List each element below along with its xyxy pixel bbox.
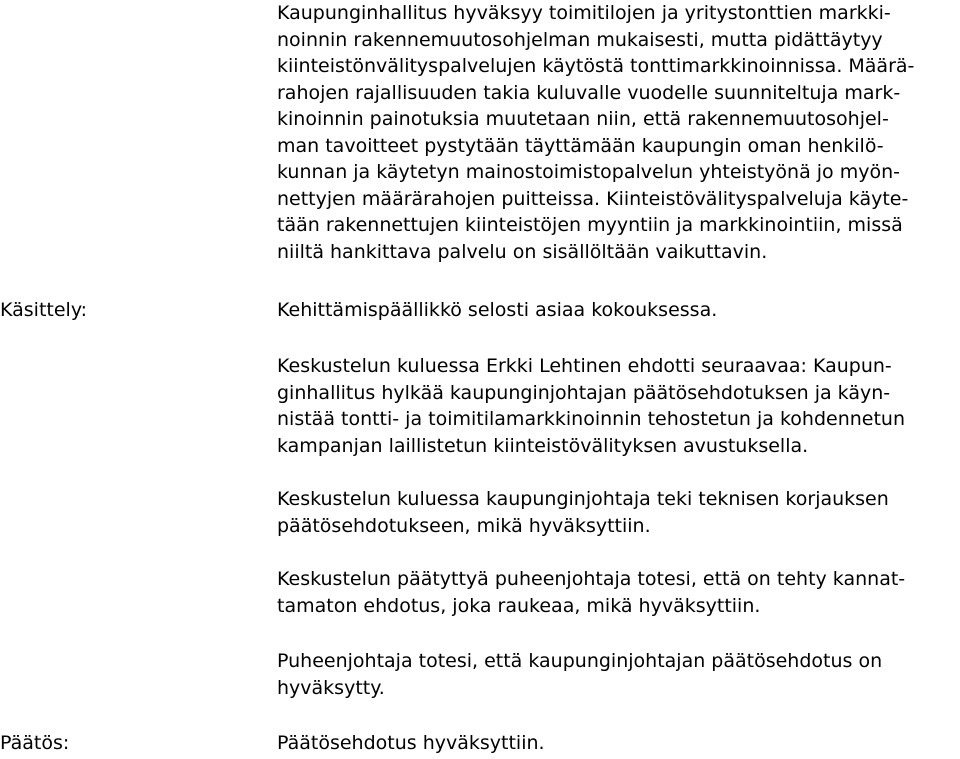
text-line: rahojen rajallisuuden takia kuluvalle vuodelle suunniteltuja mark- (277, 81, 901, 104)
text-line: ginhallitus hylkää kaupunginjohtajan päätösehdotuksen ja käyn- (277, 381, 891, 404)
text-line: nistää tontti- ja toimitilamarkkinoinnin tehostetun ja kohdennetun (277, 408, 906, 430)
intro-paragraph (277, 0, 960, 265)
text-line: nettyjen määrärahojen puitteissa. Kiinteistövälityspalveluja käyte- (277, 187, 909, 210)
paatos-label: Päätös: (0, 732, 70, 754)
text-line: Päätösehdotus hyväksyttiin. (277, 732, 545, 754)
text-line: kinoinnin painotuksia muutetaan niin, että rakennemuutosohjel- (277, 108, 889, 130)
paatos-text (277, 730, 960, 757)
text-line: Keskustelun päätyttyä puheenjohtaja totesi, että on tehty kannat- (277, 568, 906, 590)
text-line: Keskustelun kuluessa kaupunginjohtaja teki teknisen korjauksen (277, 488, 889, 510)
text-line: Keskustelun kuluessa Erkki Lehtinen ehdotti seuraavaa: Kaupun- (277, 355, 892, 377)
discussion-paragraph-2 (277, 486, 960, 539)
discussion-paragraph-4 (277, 648, 960, 701)
text-line: Kaupunginhallitus hyväksyy toimitilojen ja yritystonttien markki- (277, 2, 891, 24)
text-line: kiinteistönvälityspalvelujen käytöstä tonttimarkkinoinnissa. Määrä- (277, 55, 915, 77)
text-line: man tavoitteet pystytään täyttämään kaupungin oman henkilö- (277, 134, 884, 157)
text-line: Puheenjohtaja totesi, että kaupunginjohtajan päätösehdotus on (277, 650, 883, 672)
text-line: noinnin rakennemuutosohjelman mukaisesti, mutta pidättäytyy (277, 28, 883, 51)
text-line: päätösehdotukseen, mikä hyväksyttiin. (277, 514, 651, 537)
text-line: Kehittämispäällikkö selosti asiaa kokouksessa. (277, 299, 718, 321)
text-line: hyväksytty. (277, 676, 385, 699)
text-line: kampanjan laillistetun kiinteistövälityksen avustuksella. (277, 434, 809, 457)
kasittely-text (277, 297, 960, 324)
text-line: kunnan ja käytetyn mainostoimistopalvelun yhteistyönä jo myön- (277, 161, 900, 183)
text-line: niiltä hankittava palvelu on sisällöltään vaikuttavin. (277, 240, 768, 263)
kasittely-label: Käsittely: (0, 299, 88, 321)
text-line: tamaton ehdotus, joka raukeaa, mikä hyväksyttiin. (277, 594, 761, 617)
discussion-paragraph-1 (277, 353, 960, 459)
text-line: tään rakennettujen kiinteistöjen myyntiin ja markkinointiin, missä (277, 214, 903, 236)
discussion-paragraph-3 (277, 566, 960, 619)
